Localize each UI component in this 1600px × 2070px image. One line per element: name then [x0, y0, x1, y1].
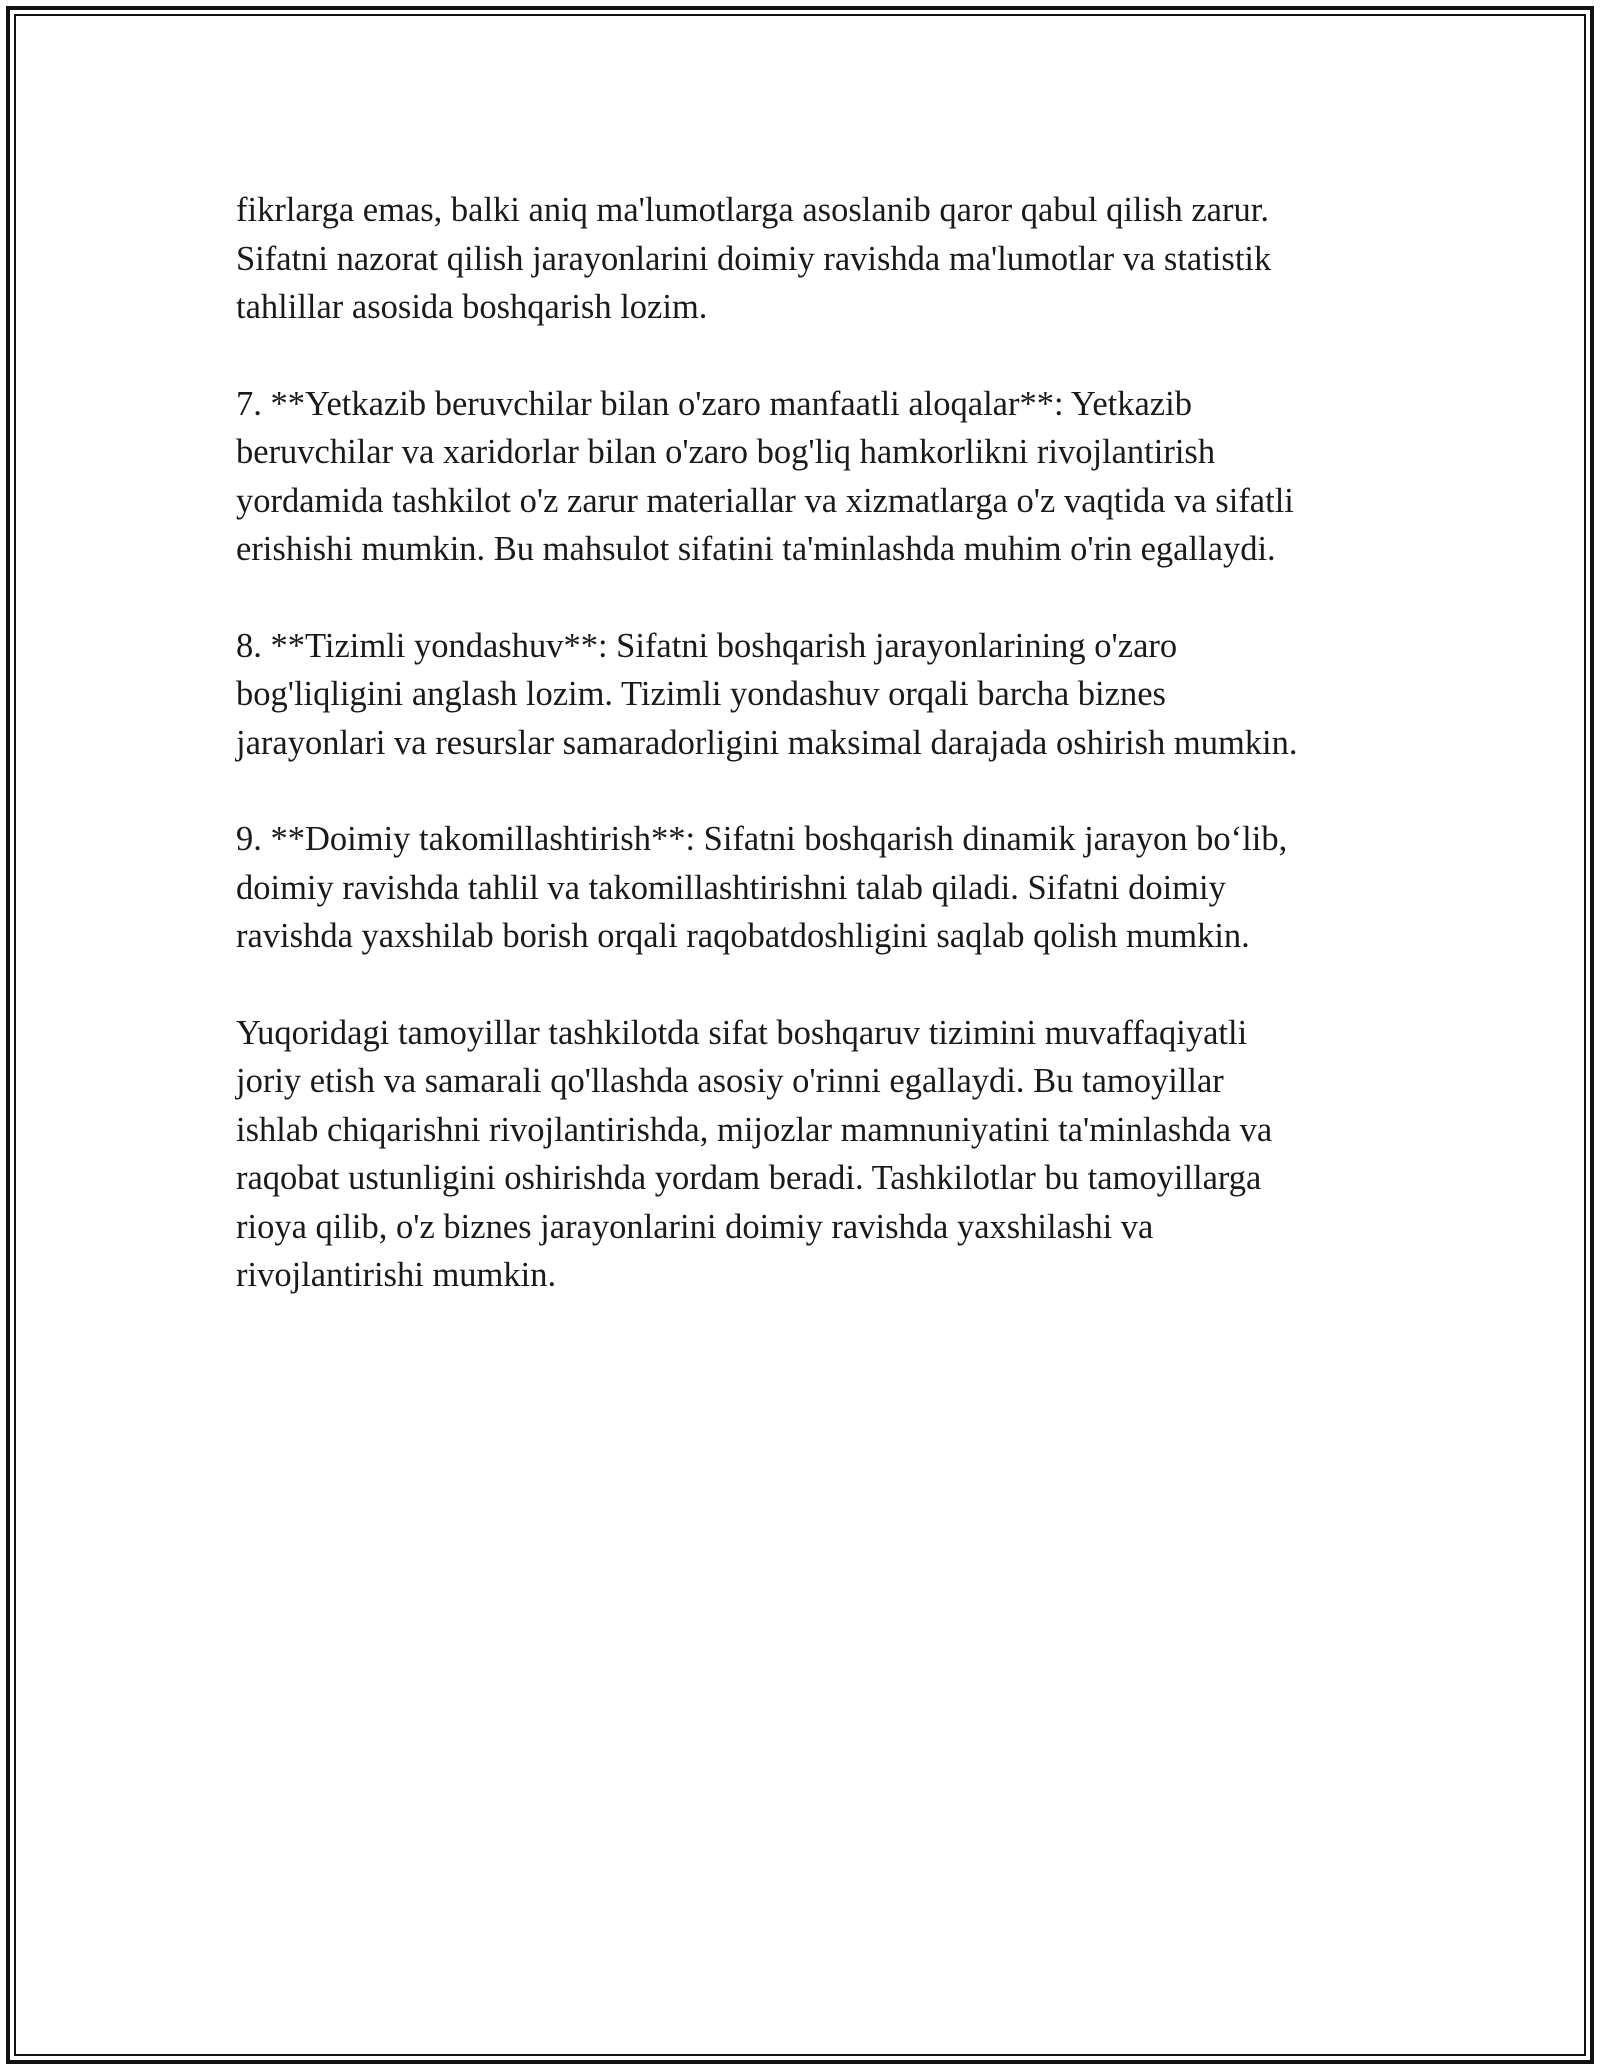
paragraph-supplier-relations: 7. **Yetkazib beruvchilar bilan o'zaro manfaatli aloqalar**: Yetkazib beruvchilar va xaridorlar bilan o'zaro bog'liq hamkorlikni rivojlantirish yordamida tashkilot o'z zarur materiallar va xizmatlarga o'z vaqtida va sifatli erishishi mumkin. Bu mahsulot sifatini ta'minlashda muhim o'rin egallaydi.	[236, 384, 1294, 568]
paragraph-conclusion: Yuqoridagi tamoyillar tashkilotda sifat boshqaruv tizimini muvaffaqiyatli joriy etish va samarali qo'llashda asosiy o'rinni egallaydi. Bu tamoyillar ishlab chiqarishni rivojlantirishda, mijozlar mamnuniyatini ta'minlashda va raqobat ustunligini oshirishda yordam beradi. Tashkilotlar bu tamoyillarga rioya qilib, o'z biznes jarayonlarini doimiy ravishda yaxshilashi va rivojlantirishi mumkin.	[236, 1013, 1273, 1294]
paragraph-data-based-decisions: fikrlarga emas, balki aniq ma'lumotlarga asoslanib qaror qabul qilish zarur. Sifatni nazorat qilish jarayonlarini doimiy ravishda ma'lumotlar va statistik tahlillar asosida boshqarish lozim.	[236, 191, 1272, 326]
document-body	[236, 186, 1386, 1348]
paragraph-continuous-improvement: 9. **Doimiy takomillashtirish**: Sifatni boshqarish dinamik jarayon bo‘lib, doimiy ravishda tahlil va takomillashtirishni talab qiladi. Sifatni doimiy ravishda yaxshilab borish orqali raqobatdoshligini saqlab qolish mumkin.	[236, 820, 1288, 955]
paragraph-systems-approach: 8. **Tizimli yondashuv**: Sifatni boshqarish jarayonlarining o'zaro bog'liqligini anglash lozim. Tizimli yondashuv orqali barcha biznes jarayonlari va resurslar samaradorligini maksimal darajada oshirish mumkin.	[236, 626, 1298, 762]
